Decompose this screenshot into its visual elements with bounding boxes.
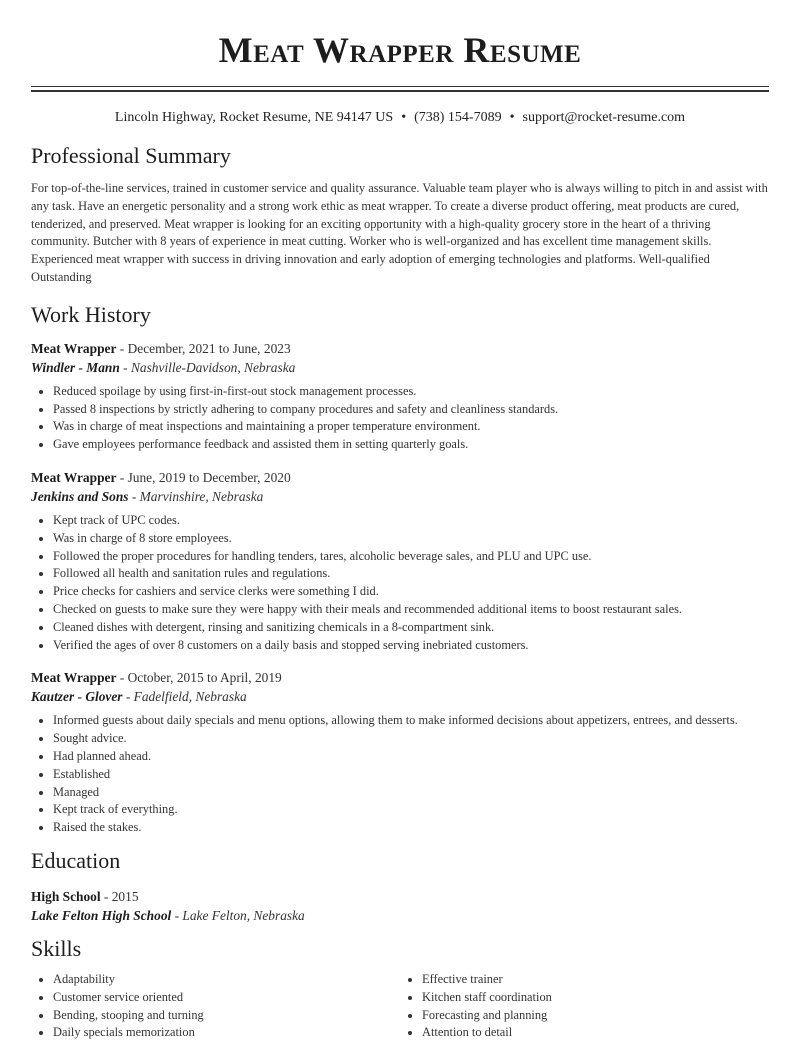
skill-item: • Adaptability <box>53 971 400 989</box>
job-title-line <box>31 468 769 487</box>
job-bullet: • Reduced spoilage by using first-in-first-out stock management processes. <box>53 383 769 401</box>
employer-name: Windler - Mann <box>31 359 120 375</box>
skill-item: • Daily specials memorization <box>53 1024 400 1042</box>
skill-item: • Bending, stooping and turning <box>53 1007 400 1025</box>
job-bullets <box>31 712 769 837</box>
skills-column-left <box>31 971 400 1042</box>
skills-column-right <box>400 971 769 1042</box>
school-line <box>31 906 769 925</box>
employer-name: Kautzer - Glover <box>31 689 123 705</box>
skills-grid <box>31 971 769 1042</box>
job-bullet: • Informed guests about daily specials and menu options, allowing them to make informed decisions about appetizers, entrees, and desserts. <box>53 712 769 730</box>
job-bullet: • Was in charge of meat inspections and maintaining a proper temperature environment. <box>53 418 769 436</box>
skill-item: • Kitchen staff coordination <box>422 989 769 1007</box>
job-bullets <box>31 512 769 654</box>
job-bullets <box>31 383 769 454</box>
job-bullet: • Raised the stakes. <box>53 819 769 837</box>
skill-item: • Effective trainer <box>422 971 769 989</box>
job-entry <box>31 468 769 654</box>
job-bullet: • Followed all health and sanitation rules and regulations. <box>53 565 769 583</box>
job-dates: - October, 2015 to April, 2019 <box>116 670 282 686</box>
summary-text: For top-of-the-line services, trained in customer service and quality assurance. Valuable team player who is always willing to pitch in and assist with any task. Have an energetic personality and a strong work ethic as meat wrapper. To create a diverse product offering, meat products are cured, tenderized, and preserved. Meat wrapper is looking for an exciting opportunity with a high-quality grocery store in the heart of a thriving community. Butcher with 8 years of experience in meat cutting. Worker who is well-organized and has excellent time management skills. Experienced meat wrapper with success in driving innovation and early adoption of emerging technologies and platforms. Well-qualified Outstanding <box>31 181 768 284</box>
education-heading: Education <box>31 847 121 873</box>
degree-name: High School <box>31 888 101 904</box>
employer-line <box>31 358 769 377</box>
employer-line <box>31 687 769 706</box>
job-bullet: • Had planned ahead. <box>53 748 769 766</box>
job-bullet: • Checked on guests to make sure they were happy with their meals and recommended additional items to boost restaurant sales. <box>53 601 769 619</box>
job-bullet: • Followed the proper procedures for handling tenders, tares, alcoholic beverage sales, and PLU and UPC use. <box>53 548 769 566</box>
school-location: - Lake Felton, Nebraska <box>171 907 305 923</box>
skills-heading: Skills <box>31 935 82 961</box>
job-bullet: • Sought advice. <box>53 730 769 748</box>
job-bullet: • Kept track of UPC codes. <box>53 512 769 530</box>
job-bullet: • Gave employees performance feedback and assisted them in setting quarterly goals. <box>53 436 769 454</box>
summary-heading: Professional Summary <box>31 143 231 168</box>
summary-section <box>31 142 769 287</box>
job-bullet: • Kept track of everything. <box>53 801 769 819</box>
work-history-section <box>31 301 769 837</box>
job-entry <box>31 339 769 454</box>
job-dates: - June, 2019 to December, 2020 <box>116 469 291 485</box>
degree-line <box>31 887 769 906</box>
job-title-line <box>31 668 769 687</box>
job-title: Meat Wrapper <box>31 670 117 686</box>
job-dates: - December, 2021 to June, 2023 <box>116 340 291 356</box>
job-bullet: • Verified the ages of over 8 customers on a daily basis and stopped serving inebriated customers. <box>53 637 769 655</box>
employer-name: Jenkins and Sons <box>31 488 129 504</box>
job-bullet: • Was in charge of 8 store employees. <box>53 530 769 548</box>
employer-line <box>31 487 769 506</box>
job-bullet: • Established <box>53 766 769 784</box>
job-bullet: • Passed 8 inspections by strictly adhering to company procedures and safety and cleanliness standards. <box>53 401 769 419</box>
contact-address: Lincoln Highway, Rocket Resume, NE 94147 US <box>114 110 394 125</box>
header-divider-thick <box>31 90 769 92</box>
work-history-heading: Work History <box>31 301 151 327</box>
skill-item: • Attention to detail <box>422 1024 769 1042</box>
contact-email[interactable]: support@rocket-resume.com <box>522 110 686 125</box>
skills-section <box>31 935 769 1042</box>
employer-location: - Marvinshire, Nebraska <box>128 488 264 504</box>
contact-separator: • <box>509 110 515 125</box>
contact-line <box>0 109 800 127</box>
resume-header <box>0 0 800 72</box>
degree-year: - 2015 <box>100 888 139 904</box>
contact-separator: • <box>401 110 407 125</box>
skill-item: • Customer service oriented <box>53 989 400 1007</box>
job-bullet: • Cleaned dishes with detergent, rinsing and sanitizing chemicals in a 8-compartment sink. <box>53 619 769 637</box>
education-section <box>31 847 769 925</box>
school-name: Lake Felton High School <box>31 907 172 923</box>
job-title: Meat Wrapper <box>31 469 117 485</box>
contact-phone: (738) 154-7089 <box>414 110 502 125</box>
job-bullet: • Price checks for cashiers and service clerks were something I did. <box>53 583 769 601</box>
employer-location: - Nashville-Davidson, Nebraska <box>119 359 296 375</box>
job-title: Meat Wrapper <box>31 340 117 356</box>
job-entry <box>31 668 769 837</box>
job-bullet: • Managed <box>53 784 769 802</box>
job-title-line <box>31 339 769 358</box>
header-divider-thin <box>31 86 769 87</box>
resume-title: Meat Wrapper Resume <box>218 30 582 70</box>
employer-location: - Fadelfield, Nebraska <box>122 689 247 705</box>
skill-item: • Forecasting and planning <box>422 1007 769 1025</box>
resume-content <box>31 142 769 1042</box>
